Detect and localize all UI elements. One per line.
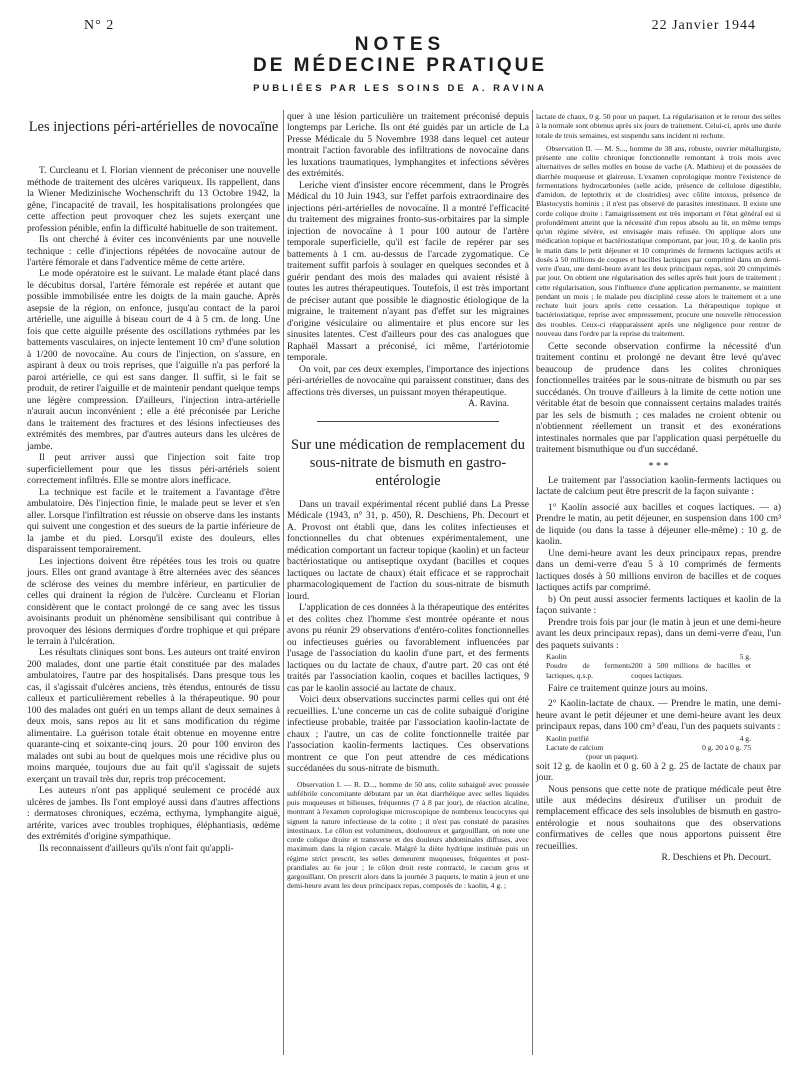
paragraph: Prendre trois fois par jour (le matin à jeun et une demi-heure avant les deux principaux repas), dans un demi-verre d'eau, l'un des paquets suivants : bbox=[536, 617, 781, 651]
ingredient-qty bbox=[751, 752, 781, 761]
paragraph: Leriche vient d'insister encore récemment, dans le Progrès Médical du 10 Juin 1943, sur l'effet parfois extraordinaire des injections péri-artérielles de novocaïne. Il a montré l'efficacité du traitement des migraines fronto-sus-orbitaires par la simple injection de novocaïne à 1 pour 100 autour de l'artère temporale superficielle, qu'il est facile de repérer par ses battements à 1 cm. au-dessus de l'arcade zygomatique. Ce traitement suffit parfois à soulager en quelques secondes et à guérir pendant des mois des malades qui avaient résisté à toutes les autres thérapeutiques. Toutefois, il est très important de préciser autant que possible le diagnostic étiologique de la migraine, le traitement n'ayant pas d'effet sur les migraines d'origine vésiculaire ou alimentaire et plus encore sur les sinusites latentes. C'est d'ailleurs pour des cas analogues que Raphaël Massart a préconisé, ici même, l'artériotomie temporale. bbox=[287, 180, 529, 364]
observation-1-continued bbox=[536, 112, 781, 338]
ingredient-name: (pour un paquet). bbox=[586, 752, 639, 762]
issue-number: N° 2 bbox=[84, 18, 115, 33]
formula-row bbox=[536, 652, 781, 661]
ingredient-name: Kaolin purifié bbox=[546, 733, 589, 743]
article-signature: R. Deschiens et Ph. Decourt. bbox=[661, 853, 771, 864]
prescription: 1° Kaolin associé aux bacilles et coques lactiques. — a) Prendre le matin, au petit déjeuner, en suspension dans 100 cm³ de liquide (ou dans la tasse à déjeuner elle-même) : 10 g. de kaolin. bbox=[536, 502, 781, 548]
formula-row bbox=[536, 752, 781, 761]
paragraph: Nous pensons que cette note de pratique médicale peut être utile aux médecins désireux d'utiliser un produit de remplacement efficace des sels insolubles de bismuth en gastro-entérologie et nous souhaitons que des observations confirmatives de celles que nous apportons puissent être recueillies. bbox=[536, 784, 781, 852]
observation-1 bbox=[287, 780, 529, 891]
column-divider bbox=[283, 110, 284, 1055]
ingredient-qty: 200 à 500 millions de bacilles et coques lactiques. bbox=[631, 661, 751, 680]
paragraph: quer à une lésion particulière un traitement préconisé depuis longtemps par Leriche. Ils ont été guidés par un article de La Presse Médicale du 5 Novembre 1938 dans lequel cet auteur montrait l'action favorable des infiltrations de novocaïne dans les luxations traumatiques, lymphangites et infections sévères des extrémités. bbox=[287, 112, 529, 180]
ingredient-qty: 0 g. 20 à 0 g. 75 bbox=[702, 743, 751, 753]
paragraph: Voici deux observations succinctes parmi celles qui ont été recueillies. L'une concerne un cas de colite subaiguë d'origine infectieuse probable, traitée par l'association kaolin-lactate de chaux ; l'autre, un cas de colite fonctionnelle traitée par l'association kaolin-ferments lactiques. Ces observations montrent ce que l'on peut attendre de ces médications succédanées du sous-nitrate de bismuth. bbox=[287, 695, 529, 775]
article-separator bbox=[317, 421, 499, 422]
ingredient-name: Kaolin bbox=[546, 652, 567, 662]
article-title: Sur une médication de remplacement du sous-nitrate de bismuth en gastro-entérologie bbox=[291, 436, 525, 489]
article-title: Les injections péri-artérielles de novocaïne bbox=[28, 119, 279, 135]
paragraph: Cette seconde observation confirme la nécessité d'un traitement continu et prolongé ne devant être levé qu'avec beaucoup de prudence dans les colites chroniques fonctionnelles traitées par le sous-nitrate de bismuth ou par ses succédanés. On trouve d'ailleurs à la limite de cette notion une véritable état de besoin que connaissent certains malades traités par les sels de bismuth ; ces malades ne croient obtenir ou n'obtiennent réellement un transit et des exonérations intestinales normales que par l'application quasi perpétuelle du traitement bismuthique ou d'un succédané. bbox=[536, 342, 781, 456]
paragraph: Les injections doivent être répétées tous les trois ou quatre jours. Elles ont grand avantage à être alternées avec des séances de sclérose des veines du membre inférieur, en particulier de celles qui drainent la région de l'ulcère. Curcleanu et Florian considèrent que le contact prolongé de ce sang avec les tissus avoisinants produit un phénomène sensibilisant qui contribue à provoquer des lésions dermiques d'ordre trophique et qui prépare le terrain à l'ulcération. bbox=[27, 556, 280, 647]
paragraph: Les auteurs n'ont pas appliqué seulement ce procédé aux ulcères de jambes. Ils l'ont employé aussi dans d'autres affections : dermatoses chroniques, eczéma, ecthyma, lymphangite aiguë, artérite, varices avec troubles trophiques, éléphantiasis, œdème des extrémités d'origine sympathique. bbox=[27, 786, 280, 843]
masthead-title: NOTES bbox=[354, 34, 446, 55]
formula-row bbox=[536, 743, 781, 752]
ingredient-name: Poudre de ferments lactiques, q.s.p. bbox=[546, 661, 632, 680]
paragraph: La technique est facile et le traitement a l'avantage d'être ambulatoire. Dès l'injection finie, le malade peut se lever et s'en aller. Lorsque l'infiltration est réussie on observe dans les instants qui suivent une congestion et des sueurs de la partie inférieure de la jambe et du pied. Lorsqu'il existe des douleurs, elles disparaissent temporairement. bbox=[27, 487, 280, 556]
column-divider bbox=[532, 110, 533, 1055]
observation-text: Observation II. — M. S..., homme de 38 ans, robuste, ouvrier métallurgiste, présente une colite chronique fonctionnelle remontant à trois mois avec alternatives de selles molles en bouse de vache (A. Mathieu) et de poussées de diarrhée muqueuse et glaireuse. L'examen coprologique montre l'existence de fermentations hydrocarbonées (selle acide, présence de cellulose digestible, d'amidon, de leptothrix et de clostridies) avec côlite intoxus, présence de Blastocystis hominis ; il n'est pas observé de parasites intestinaux. Il existe une corde colique droite : l'amaigrissement est très important et l'état général est si profondément atteint que la nécessité d'un repos absolu au lit, en même temps qu'un régime sévère, est envisagée mais refusée. On applique alors une médication topique et bactériostatique comportant, par jour, 10 g. de kaolin pris le matin dans le petit déjeuner et 10 comprimés de ferments lactiques actifs et dosés à 50 millions de coques et bacilles lactiques par comprimé dans un demi-verre d'eau, une demi-heure avant les deux principaux repas, soit 20 comprimés par jour. On obtient une régularisation des selles après huit jours de traitement ; cette régularisation, sous l'influence d'une application permanente, se maintient pendant un mois ; le malade peu discipliné cesse alors le traitement et a une rechute huit jours après cette cessation. La thérapeutique topique et bactériostatique, reprise avec empressement, procure une nouvelle rétrocession des troubles. Ceux-ci réapparaissent après une négligence pour rentrer de nouveau dans l'ordre par la reprise du traitement. bbox=[536, 143, 781, 338]
paragraph: Ils ont cherché à éviter ces inconvénients par une nouvelle technique : celle d'injections répétées de novocaïne autour de l'artère fémorale et dans l'adventice même de cette artère. bbox=[27, 235, 280, 268]
paragraph: b) On peut aussi associer ferments lactiques et kaolin de la façon suivante : bbox=[536, 594, 781, 617]
issue-date: 22 Janvier 1944 bbox=[651, 18, 756, 33]
paragraph: soit 12 g. de kaolin et 0 g. 60 à 2 g. 25 de lactate de chaux par jour. bbox=[536, 761, 781, 784]
paragraph: Il peut arriver aussi que l'injection soit faite trop superficiellement pour que les tissus péri-artériels soient correctement infiltrés. Elle se montre alors inefficace. bbox=[27, 453, 280, 487]
paragraph: On voit, par ces deux exemples, l'importance des injections péri-artérielles de novocaïne qui paraissent constituer, dans des affections très diverses, un puissant moyen thérapeutique. bbox=[287, 364, 529, 398]
column-2 bbox=[287, 112, 529, 891]
paragraph: Dans un travail expérimental récent publié dans La Presse Médicale (1943, n° 31, p. 450), R. Deschiens, Ph. Decourt et A. Provost ont établi que, dans les colites infectieuses et fonctionnelles du chat obtenues expérimentalement, une médication comportant un facteur topique (kaolin) et un facteur bactériostatique ou antiseptique oxydant (bacilles et coques lactiques ou lactate de chaux) était efficace et se rapprochait pharmacologiquement de l'action du sous-nitrate de bismuth lourd. bbox=[287, 499, 529, 602]
paragraph: Ils reconnaissent d'ailleurs qu'ils n'ont fait qu'appli- bbox=[39, 843, 234, 854]
section-asterisks: * * * bbox=[648, 460, 669, 472]
masthead-byline: PUBLIÉES PAR LES SOINS DE A. RAVINA bbox=[253, 83, 547, 94]
paragraph: Les résultats cliniques sont bons. Les auteurs ont traité environ 200 malades, dont une partie était constituée par des malades ambulatoires, l'autre par des hospitalisés. Dans presque tous les cas, il s'agissait d'ulcères anciens, très étendus, entourés de tissu calleux et particulièrement rebelles à la thérapeutique. 90 pour 100 des malades ont guéri en un temps allant de deux semaines à deux mois, sans repos au lit et sans modification du régime alimentaire. La guérison totale était obtenue en moyenne entre quarante-cinq et soixante-cinq jours. 20 pour 100 environ des malades ont subi au bout de quelques mois une récidive plus ou moins marquée, toujours due au fait qu'il s'agissait de sujets exerçant un travail très dur, repris trop précocement. bbox=[27, 648, 280, 785]
observation-text: Observation I. — R. D..., homme de 50 ans, colite subaiguë avec poussée subfébrile concomitante débutant par un état diarrhéique avec selles liquides puis muqueuses et bilieuses, fréquentes (7 à 8 par jour), de réaction alcaline, montrant à l'examen coprologique microscopique de nombreux leucocytes qui signent la nature infectieuse de la colite ; il n'est pas constaté de parasites intestinaux. Le côlon est volumineux, douloureux et gargouillant, on note une corde colique droite et transverse et des douleurs abdominales diffuses, avec maximum dans la région cæcale. Malgré la diète hydrique instituée puis un régime strict prescrit, les selles demeurent muqueuses, fréquentes et post-prandiales au 6e jour ; le côlon droit reste contracté, le cæcum gros et gargouillant. On prescrit alors dans la journée 3 paquets, le matin à jeun et une demi-heure avant les deux principaux repas, composés de : kaolin, 4 g. ; bbox=[287, 779, 529, 891]
formula-row bbox=[536, 734, 781, 743]
formula-row bbox=[536, 661, 781, 680]
column-1 bbox=[27, 112, 280, 855]
observation-text: lactate de chaux, 0 g. 50 pour un paquet. La régularisation et le retour des selles à la normale sont obtenus après six jours de traitement. Celui-ci, après une durée totale de trois semaines, est suspendu sans incident ni rechute. bbox=[536, 112, 781, 140]
prescription-formula bbox=[536, 652, 781, 680]
ingredient-name: Lactate de calcium bbox=[546, 743, 604, 753]
paragraph: L'application de ces données à la thérapeutique des entérites et des colites chez l'homme s'est montrée opérante et nous avons pu réunir 29 observations d'entéro-colites fonctionnelles ou infectieuses guéries ou favorablement influencées par l'usage de l'association du kaolin d'une part, et des ferments lactiques ou du lactate de chaux, d'autre part. 20 cas ont été traités par l'association kaolin, coques et bacilles lactiques, 9 cas par le kaolin associé au lactate de chaux. bbox=[287, 603, 529, 694]
paragraph: Une demi-heure avant les deux principaux repas, prendre dans un demi-verre d'eau 5 à 10 comprimés de ferments lactiques dosés à 50 millions environ de bacilles et de coques lactiques actifs par comprimé. bbox=[536, 548, 781, 594]
masthead-subtitle: DE MÉDECINE PRATIQUE bbox=[252, 55, 547, 76]
article-signature: A. Ravina. bbox=[468, 399, 509, 410]
column-3 bbox=[536, 112, 781, 865]
paragraph: Faire ce traitement quinze jours au moins. bbox=[548, 683, 708, 694]
prescription-formula bbox=[536, 734, 781, 762]
ingredient-qty: 4 g. bbox=[739, 733, 751, 743]
paragraph: Le mode opératoire est le suivant. Le malade étant placé dans le décubitus dorsal, l'artère fémorale est repérée et autant que possible immobilisée entre les doigts de la main gauche. Après asepsie de la région, on enfonce, jusqu'au contact de la paroi artérielle, une aiguille à biseau court de 4 à 5 cm. de long. Une fois que cette aiguille présente des oscillations rythmées par les battements vasculaires, on injecte lentement 10 cm³ d'une solution à 1/200 de novocaïne. Au cours de l'injection, on s'assure, en aspirant à deux ou trois reprises, que l'aiguille n'a pas perforé la paroi artérielle, ce qui est sans danger. Il suffit, si le fait se produit, de retirer l'aiguille et de maintenir pendant quelque temps une légère compression. D'ailleurs, l'injection intra-artérielle n'aurait aucun inconvénient ; elle a été préconisée par Leriche dans le traitement des fractures et des lésions infectieuses des extrémités des membres, par d'autres auteurs dans les ulcères de jambe. bbox=[27, 269, 280, 452]
paragraph: T. Curcleanu et I. Florian viennent de préconiser une nouvelle méthode de traitement des ulcères variqueux. Ils rappellent, dans la Wiener Medizinische Wochenschrift du 13 Octobre 1942, la gêne, l'incapacité de travail, les hospitalisations prolongées que cette affection peut provoquer chez les sujets exerçant une profession pénible, enfin la difficulté habituelle de son traitement. bbox=[27, 166, 280, 234]
prescription: 2° Kaolin-lactate de chaux. — Prendre le matin, une demi-heure avant le petit déjeuner et une demi-heure avant les deux principaux repas, dans 100 cm³ d'eau, l'un des paquets suivants : bbox=[536, 699, 781, 733]
paragraph: Le traitement par l'association kaolin-ferments lactiques ou lactate de calcium peut être prescrit de la façon suivante : bbox=[536, 475, 781, 498]
ingredient-qty: 5 g. bbox=[739, 652, 751, 662]
